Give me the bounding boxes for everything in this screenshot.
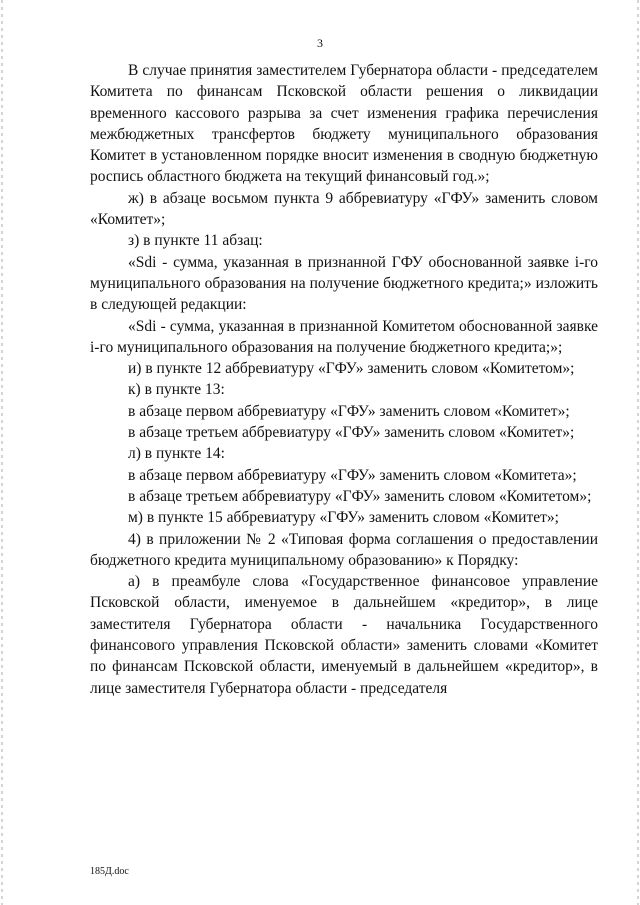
paragraph-sdi-new: «Sdi - сумма, указанная в признанной Комитетом обоснованной заявке i-го муниципального образования на получение бюджетного кредита;»; — [90, 317, 598, 356]
scan-edge-right — [637, 0, 639, 905]
paragraph-item-z: з) в пункте 11 абзац: — [128, 232, 263, 250]
paragraph-item-zh: ж) в абзаце восьмом пункта 9 аббревиатуру «ГФУ» заменить словом «Комитет»; — [90, 189, 598, 229]
paragraph-item-k: к) в пункте 13: — [128, 381, 225, 399]
footer-filename: 185Д.doc — [90, 866, 129, 877]
paragraph-item-l: л) в пункте 14: — [128, 445, 225, 463]
document-body — [90, 60, 598, 699]
paragraph-k-first: в абзаце первом аббревиатуру «ГФУ» заменить словом «Комитет»; — [128, 402, 570, 420]
paragraph-k-third: в абзаце третьем аббревиатуру «ГФУ» заменить словом «Комитет»; — [128, 424, 575, 442]
paragraph-item-m: м) в пункте 15 аббревиатуру «ГФУ» заменить словом «Комитет»; — [128, 509, 559, 527]
paragraph-l-first: в абзаце первом аббревиатуру «ГФУ» заменить словом «Комитета»; — [128, 466, 577, 484]
paragraph-item-4: 4) в приложении № 2 «Типовая форма соглашения о предоставлении бюджетного кредита муниципальному образованию» к Порядку: — [90, 530, 598, 569]
paragraph-cash-gap: В случае принятия заместителем Губернатора области - председателем Комитета по финансам Псковской области решения о ликвидации временного кассового разрыва за счет изменения графика перечисления межбюджетных трансфертов бюджету муниципального образования Комитет в установленном порядке вносит изменения в сводную бюджетную роспись областного бюджета на текущий финансовый год.»; — [90, 62, 598, 186]
paragraph-l-third: в абзаце третьем аббревиатуру «ГФУ» заменить словом «Комитетом»; — [128, 487, 592, 505]
scan-edge-left — [1, 0, 3, 905]
page-number: 3 — [317, 36, 323, 50]
paragraph-item-a: а) в преамбуле слова «Государственное финансовое управление Псковской области, именуемое в дальнейшем «кредитор», в лице заместителя Губернатора области - начальника Государственного финансового управления Псковской области» заменить словами «Комитет по финансам Псковской области, именуемый в дальнейшем «кредитор», в лице заместителя Губернатора области - председателя — [90, 573, 598, 697]
paragraph-sdi-old: «Sdi - сумма, указанная в признанной ГФУ обоснованной заявке i-го муниципального образования на получение бюджетного кредита;» изложить в следующей редакции: — [90, 253, 598, 314]
paragraph-item-i: и) в пункте 12 аббревиатуру «ГФУ» заменить словом «Комитетом»; — [128, 360, 575, 378]
